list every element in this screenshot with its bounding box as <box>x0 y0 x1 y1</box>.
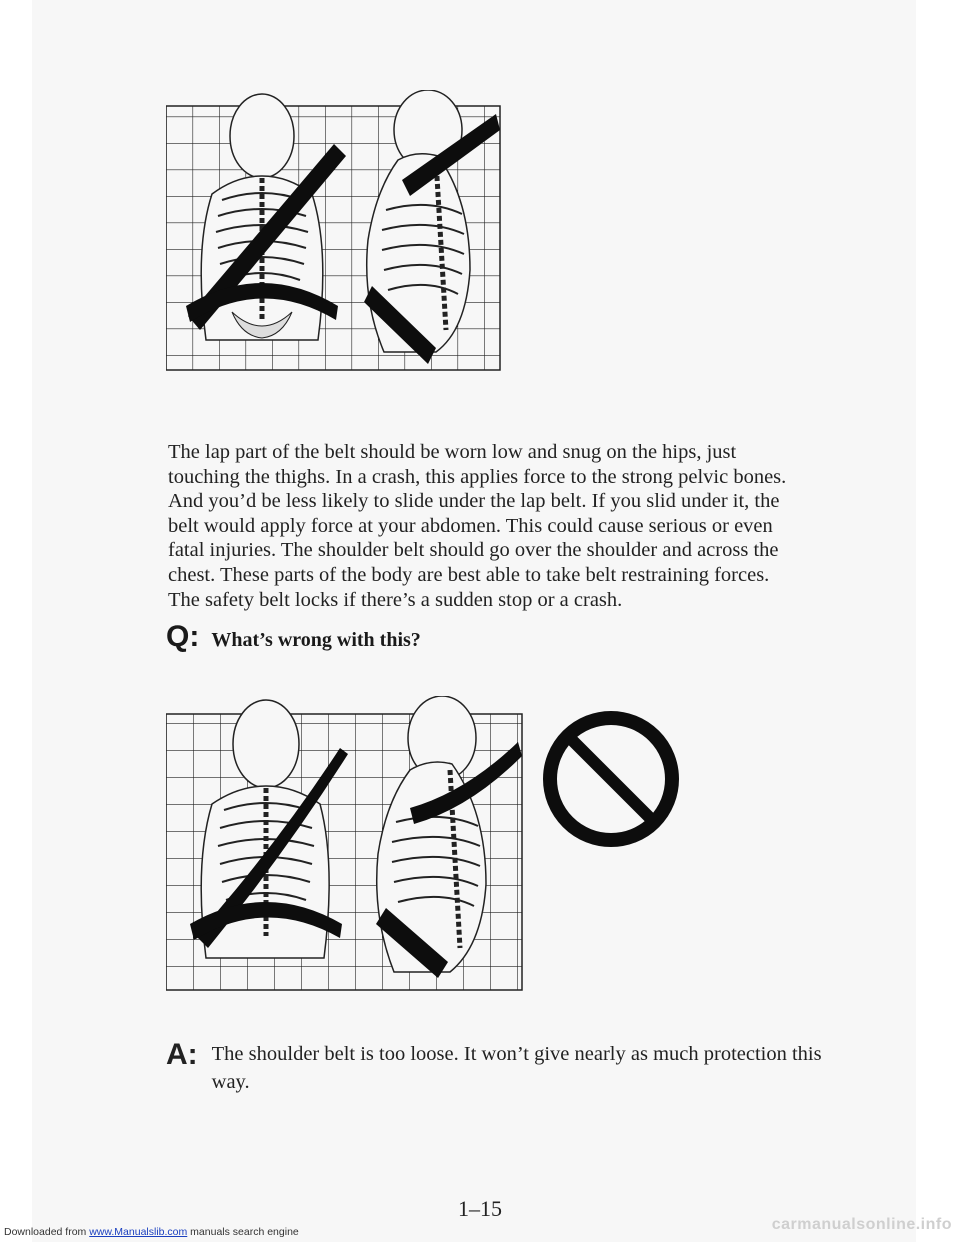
figure-correct-belt-svg <box>166 90 502 372</box>
answer-mark-label: A: <box>166 1038 198 1071</box>
figure-incorrect-belt-svg <box>166 696 526 992</box>
footer-prefix: Downloaded from <box>4 1226 90 1238</box>
figure-correct-belt <box>166 90 502 372</box>
prohibited-icon <box>540 708 682 850</box>
body-paragraph-2: The safety belt locks if there’s a sudden stop or a crash. <box>168 589 623 611</box>
footer-suffix: manuals search engine <box>187 1226 299 1238</box>
answer-text: The shoulder belt is too loose. It won’t give nearly as much protection this way. <box>211 1043 822 1093</box>
question <box>166 620 421 654</box>
footer-link[interactable]: www.Manualslib.com <box>89 1226 188 1238</box>
answer <box>166 1040 826 1096</box>
body-paragraph-1: The lap part of the belt should be worn low and snug on the hips, just touching the thighs. In a crash, this applies force to the strong pelvic bones. And you’d be less likely to slide under the lap belt. If you slid under it, the belt would apply force at your abdomen. This could cause serious or even fatal injuries. The shoulder belt should go over the shoulder and across the chest. These parts of the body are best able to take belt restraining forces. <box>168 441 787 586</box>
page-number: 1–15 <box>458 1196 502 1221</box>
download-footer <box>4 1226 299 1238</box>
prohibited-icon-svg <box>540 708 682 850</box>
figure-incorrect-belt <box>166 696 526 992</box>
watermark: carmanualsonline.info <box>771 1216 952 1233</box>
question-mark-label: Q: <box>166 620 200 653</box>
question-text: What’s wrong with this? <box>211 629 421 651</box>
